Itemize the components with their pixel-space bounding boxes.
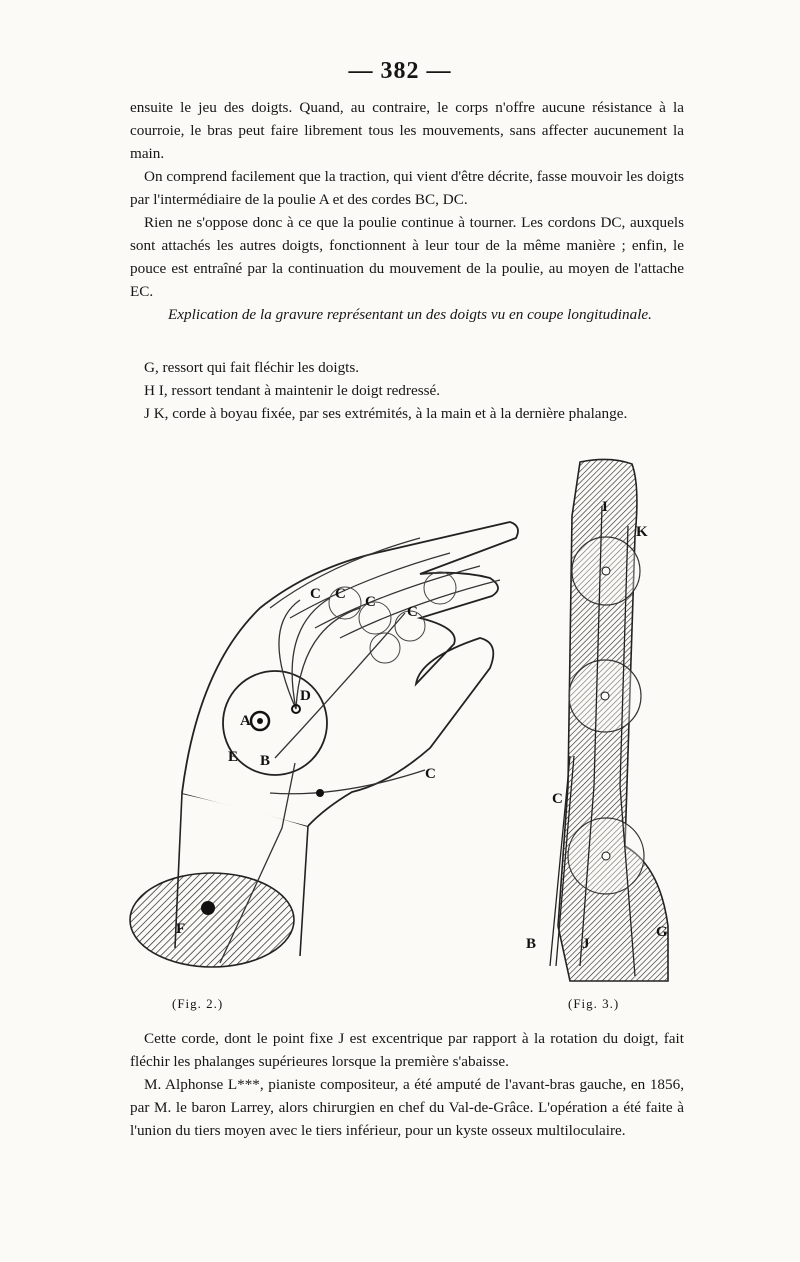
- fig3-label-g: G: [656, 924, 668, 940]
- fig2-label-c1: C: [310, 586, 321, 602]
- fig2-label-d: D: [300, 688, 311, 704]
- paragraph: Cette corde, dont le point fixe J est excentrique par rapport à la rotation du doigt, fait fléchir les phalanges supérieures lorsque la première s'abaisse.: [130, 1030, 684, 1070]
- section-heading: Explication de la gravure représentant un des doigts vu en coupe longitudinale.: [168, 306, 652, 323]
- page-number: — 382 —: [348, 58, 452, 84]
- legend-item: H I, ressort tendant à maintenir le doigt redressé.: [144, 382, 441, 399]
- legend-item: G, ressort qui fait fléchir les doigts.: [144, 359, 360, 376]
- figure-hand-pulley: [120, 508, 540, 978]
- fig2-label-e: E: [228, 749, 239, 765]
- paragraph: On comprend facilement que la traction, qui vient d'être décrite, fasse mouvoir les doigts par l'intermédiaire de la poulie A et des cordes BC, DC.: [130, 168, 684, 208]
- fig2-label-b: B: [260, 753, 271, 769]
- paragraph: Rien ne s'oppose donc à ce que la poulie continue à tourner. Les cordons DC, auxquels sont attachés les autres doigts, fonctionnent à leur tour de la même manière ; enfin, le pouce est entraîné par la continuation du mouvement de la poulie, au moyen de l'attache EC.: [130, 214, 684, 300]
- figure-caption-fig3: (Fig. 3.): [568, 996, 620, 1011]
- legend-block: [130, 356, 684, 425]
- figure-caption-fig2: (Fig. 2.): [172, 996, 224, 1011]
- paragraph: ensuite le jeu des doigts. Quand, au contraire, le corps n'offre aucune résistance à la courroie, le bras peut faire librement tous les mouvements, sans affecter aucunement la main.: [130, 99, 684, 162]
- top-text-block: [130, 96, 684, 303]
- fig2-label-c4: C: [407, 604, 418, 620]
- fig3-label-b: B: [526, 936, 537, 952]
- figure-finger-section: [510, 456, 680, 986]
- fig2-label-c2: C: [335, 586, 346, 602]
- legend-item: J K, corde à boyau fixée, par ses extrémités, à la main et à la dernière phalange.: [144, 405, 628, 422]
- fig2-label-a: A: [240, 713, 251, 729]
- fig3-label-i: I: [602, 499, 608, 515]
- fig3-label-j: J: [582, 936, 590, 952]
- fig2-label-c5: C: [425, 766, 436, 782]
- fig2-label-c3: C: [365, 594, 376, 610]
- bottom-text-block: [130, 1027, 684, 1142]
- fig3-label-c: C: [552, 791, 563, 807]
- fig3-label-k: K: [636, 524, 648, 540]
- forearm-cut-section: [130, 873, 294, 967]
- fig2-label-f: F: [176, 921, 186, 937]
- paragraph: M. Alphonse L***, pianiste compositeur, a été amputé de l'avant-bras gauche, en 1856, par M. le baron Larrey, alors chirurgien en chef du Val-de-Grâce. L'opération a été faite à l'union du tiers moyen avec le tiers inférieur, pour un kyste osseux multiloculaire.: [130, 1076, 684, 1139]
